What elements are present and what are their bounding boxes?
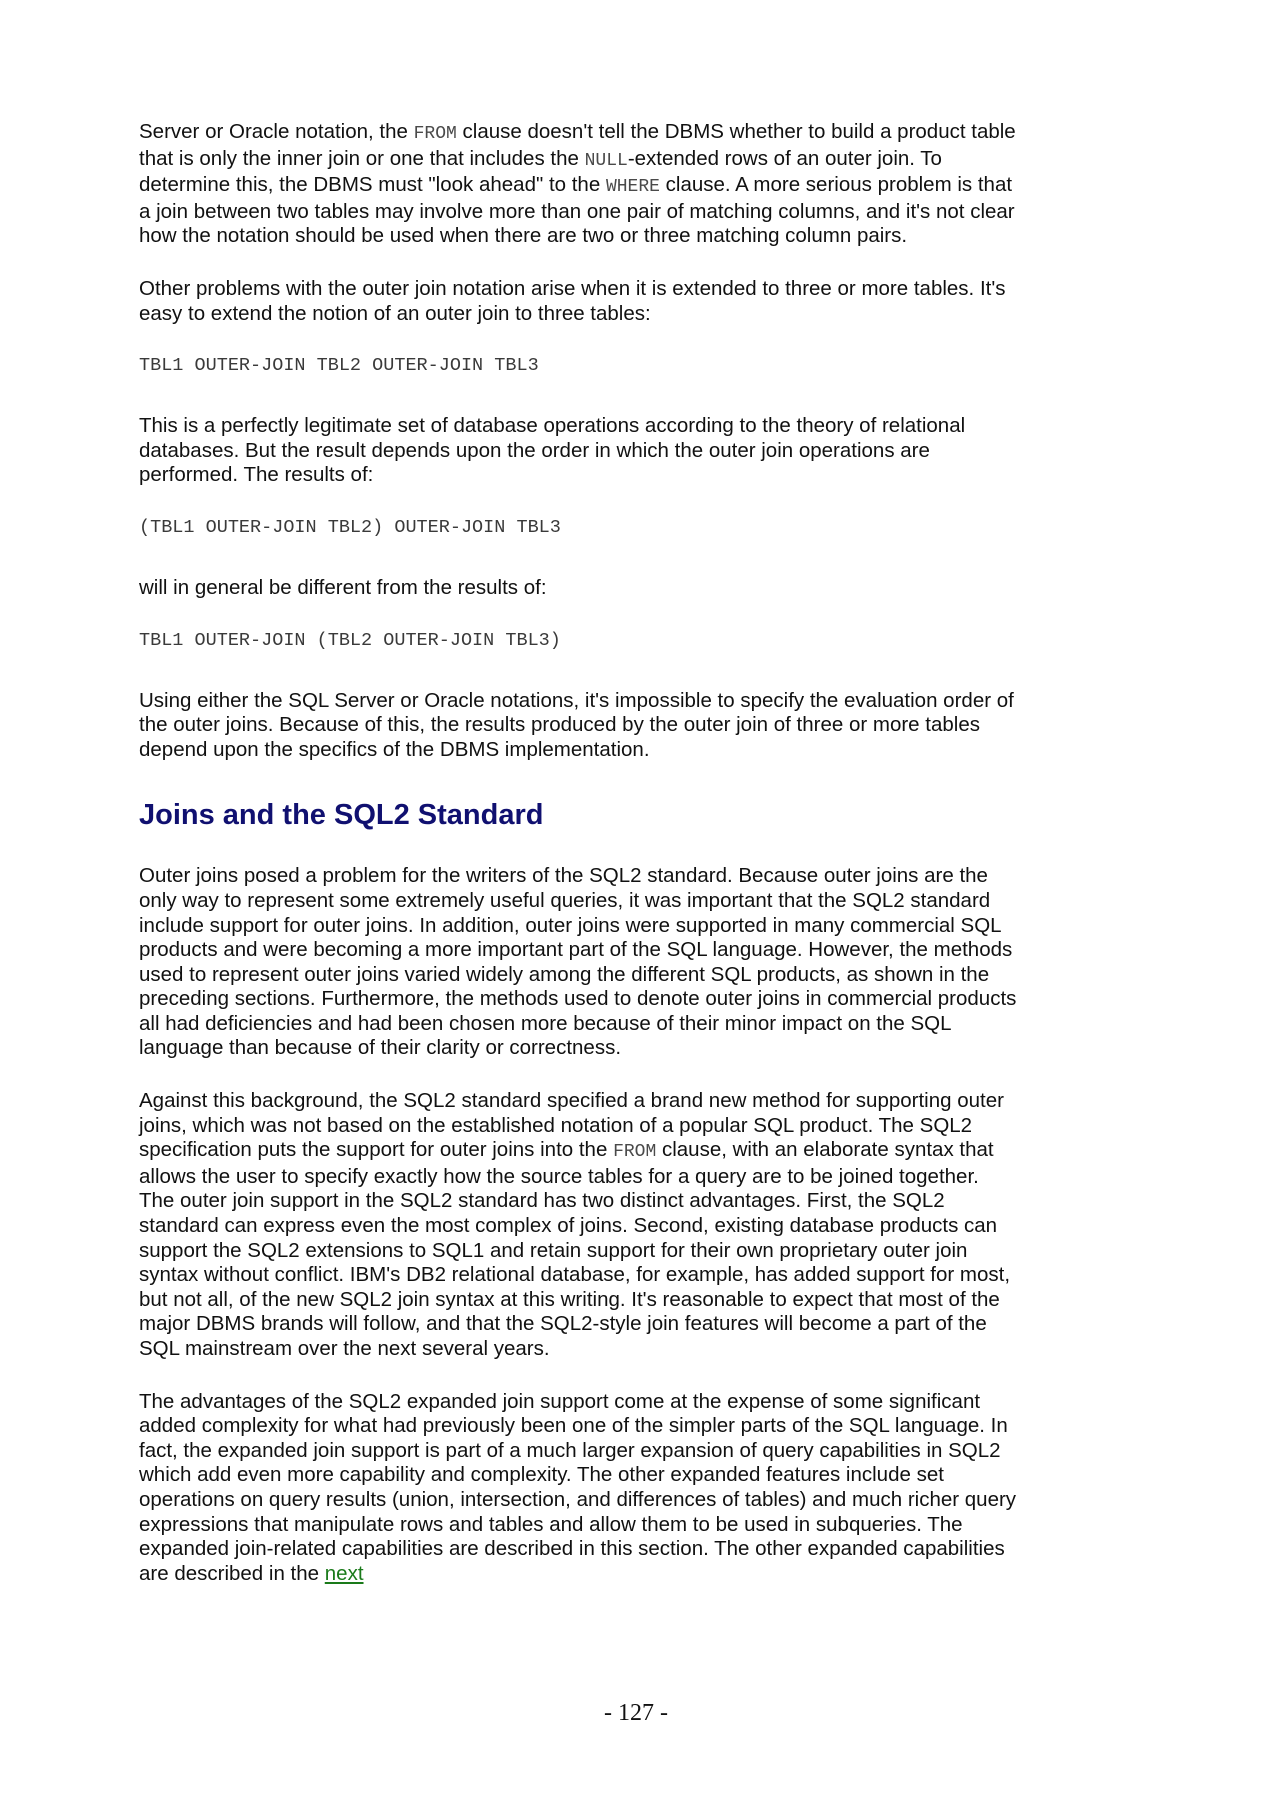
page-content xyxy=(139,120,1019,1586)
code-example-3: TBL1 OUTER-JOIN (TBL2 OUTER-JOIN TBL3) xyxy=(139,629,561,651)
paragraph-5: Using either the SQL Server or Oracle notations, it's impossible to specify the evaluation order of the outer joins. Because of this, the results produced by the outer join of three or more tables depend upon the specifics of the DBMS implementation. xyxy=(139,688,1014,761)
code-from: FROM xyxy=(413,124,457,144)
paragraph-2: Other problems with the outer join notation arise when it is extended to three or more tables. It's easy to extend the notion of an outer join to three tables: xyxy=(139,276,1006,325)
code-from: FROM xyxy=(613,1142,657,1163)
section-heading: Joins and the SQL2 Standard xyxy=(139,799,544,832)
paragraph-4: will in general be different from the results of: xyxy=(139,575,547,599)
code-example-2: (TBL1 OUTER-JOIN TBL2) OUTER-JOIN TBL3 xyxy=(139,516,561,538)
next-link[interactable]: next xyxy=(324,1561,364,1585)
code-example-1: TBL1 OUTER-JOIN TBL2 OUTER-JOIN TBL3 xyxy=(139,355,539,377)
page-number: - 127 - xyxy=(604,1700,668,1726)
paragraph-7: Against this background, the SQL2 standard specified a brand new method for supporting outer joins, which was not based on the established notation of a popular SQL product. The SQL2 specification puts the support for outer joins into the FROM clause, with an elaborate syntax that allows the user to specify exactly how the source tables for a query are to be joined together. The outer join support in the SQL2 standard has two distinct advantages. First, the SQL2 standard can express even the most complex of joins. Second, existing database products can support the SQL2 extensions to SQL1 and retain support for their own proprietary outer join syntax without conflict. IBM's DB2 relational database, for example, has added support for most, but not all, of the new SQL2 join syntax at this writing. It's reasonable to expect that most of the major DBMS brands will follow, and that the SQL2-style join features will become a part of the SQL mainstream over the next several years. xyxy=(139,1089,1011,1360)
code-null: NULL xyxy=(584,150,628,171)
paragraph-3: This is a perfectly legitimate set of database operations according to the theory of relational databases. But the result depends upon the order in which the outer join operations are performed. The results of: xyxy=(139,414,966,487)
paragraph-8: The advantages of the SQL2 expanded join support come at the expense of some significant added complexity for what had previously been one of the simpler parts of the SQL language. In fact, the expanded join support is part of a much larger expansion of query capabilities in SQL2 which add even more capability and complexity. The other expanded features include set operations on query results (union, intersection, and differences of tables) and much richer query expressions that manipulate rows and tables and allow them to be used in subqueries. The expanded join-related capabilities are described in this section. The other expanded capabilities are described in the next xyxy=(139,1389,1017,1585)
code-where: WHERE xyxy=(605,177,660,198)
paragraph-6: Outer joins posed a problem for the writers of the SQL2 standard. Because outer joins are the only way to represent some extremely useful queries, it was important that the SQL2 standard include support for outer joins. In addition, outer joins were supported in many commercial SQL products and were becoming a more important part of the SQL language. However, the methods used to represent outer joins varied widely among the different SQL products, as shown in the preceding sections. Furthermore, the methods used to denote outer joins in commercial products all had deficiencies and had been chosen more because of their minor impact on the SQL language than because of their clarity or correctness. xyxy=(139,864,1017,1060)
paragraph-1: Server or Oracle notation, the FROM clause doesn't tell the DBMS whether to build a product table that is only the inner join or one that includes the NULL-extended rows of an outer join. To determine this, the DBMS must "look ahead" to the WHERE clause. A more serious problem is that a join between two tables may involve more than one pair of matching columns, and it's not clear how the notation should be used when there are two or three matching column pairs. xyxy=(139,120,1016,248)
